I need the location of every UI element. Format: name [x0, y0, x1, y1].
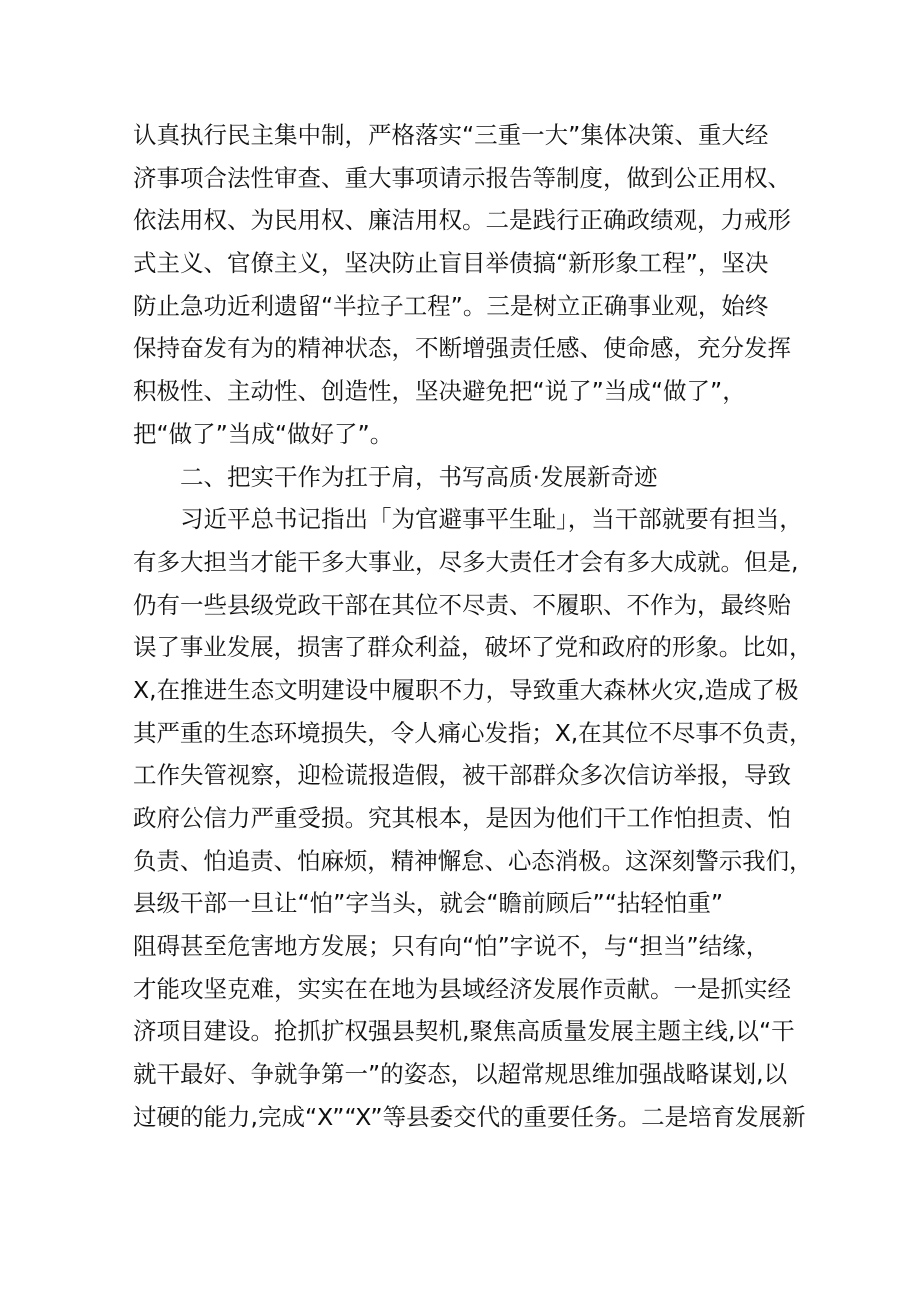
text-line: 其严重的生态环境损失，令人痛心发指；X,在其位不尽事不负责， — [133, 718, 813, 747]
text-line: 过硬的能力,完成“X”“X”等县委交代的重要任务。二是培育发展新 — [133, 1102, 806, 1131]
text-line: 阻碍甚至危害地方发展；只有向“怕”字说不，与“担当”结缘， — [133, 932, 770, 961]
text-line: 积极性、主动性、创造性，坚决避免把“说了”当成“做了”， — [133, 377, 746, 406]
text-line: 把“做了”当成“做好了”。 — [133, 419, 394, 448]
text-line: 仍有一些县级党政干部在其位不尽责、不履职、不作为，最终贻 — [133, 590, 791, 619]
text-line: 负责、怕追责、怕麻烦，精神懈怠、心态消极。这深刻警示我们， — [133, 846, 813, 875]
text-line: 认真执行民主集中制，严格落实“三重一大”集体决策、重大经 — [133, 121, 769, 149]
text-line: 式主义、官僚主义，坚决防止盲目举债搞“新形象工程”，坚决 — [133, 249, 769, 278]
text-line: 政府公信力严重受损。究其根本，是因为他们干工作怕担责、怕 — [133, 804, 791, 832]
text-line: 济项目建设。抢抓扩权强县契机,聚焦高质量发展主题主线,以“干 — [133, 1017, 795, 1046]
text-line: 县级干部一旦让“怕”字当头，就会“瞻前顾后”“拈轻怕重” — [133, 889, 724, 918]
text-line: 济事项合法性审查、重大事项请示报告等制度，做到公正用权、 — [133, 163, 791, 192]
text-line: X,在推进生态文明建设中履职不力，导致重大森林火灾,造成了极 — [133, 675, 799, 704]
text-line: 工作失管视察，迎检谎报造假，被干部群众多次信访举报，导致 — [133, 761, 791, 790]
text-line: 误了事业发展，损害了群众利益，破坏了党和政府的形象。比如， — [133, 633, 813, 662]
text-line: 保持奋发有为的精神状态，不断增强责任感、使命感，充分发挥 — [133, 334, 791, 363]
section-heading: 二、把实干作为扛于肩，书写高质·发展新奇迹 — [180, 462, 658, 491]
body-text — [133, 114, 813, 1139]
text-line: 依法用权、为民用权、廉洁用权。二是践行正确政绩观，力戒形 — [133, 206, 791, 235]
text-line: 才能攻坚克难，实实在在地为县域经济发展作贡献。一是抓实经 — [133, 974, 791, 1003]
text-line: 习近平总书记指出「为官避事平生耻」，当干部就要有担当， — [180, 505, 803, 534]
text-line: 防止急功近利遗留“半拉子工程”。三是树立正确事业观，始终 — [133, 291, 769, 320]
text-line: 有多大担当才能干多大事业，尽多大责任才会有多大成就。但是, — [133, 547, 799, 576]
text-line: 就干最好、争就争第一”的姿态，以超常规思维加强战略谋划,以 — [133, 1060, 788, 1089]
